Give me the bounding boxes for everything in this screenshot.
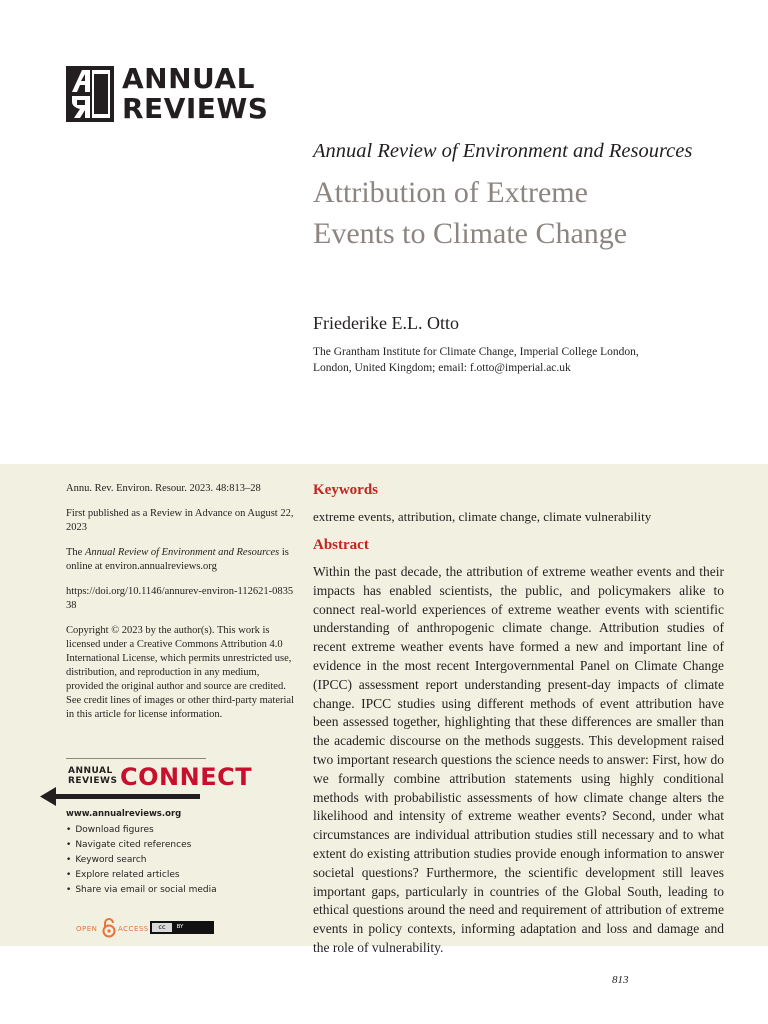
by-label: BY (176, 924, 184, 930)
cc-label: cc (152, 923, 172, 932)
online-suffix: is online at environ.annualreviews.org (66, 547, 289, 572)
annual-reviews-connect[interactable] (40, 763, 253, 806)
feature-explore-articles: • Explore related articles (66, 868, 217, 883)
doi-link[interactable]: https://doi.org/10.1146/annurev-environ-112621-083538 (66, 586, 294, 611)
connect-brand (68, 766, 117, 786)
article-info-sidebar (66, 482, 298, 733)
page-number: 813 (612, 974, 629, 986)
logo-line-reviews: REVIEWS (122, 92, 269, 125)
author-affiliation: The Grantham Institute for Climate Change, Imperial College London, London, United Kingdom; email: f.otto@imperial.ac.uk (313, 346, 639, 374)
feature-share: • Share via email or social media (66, 883, 217, 898)
citation: Annu. Rev. Environ. Resour. 2023. 48:813–28 (66, 483, 261, 494)
logo-line-annual: ANNUAL (122, 62, 255, 95)
online-notice (66, 546, 298, 574)
connect-brand-annual: ANNUAL (68, 766, 113, 776)
connect-brand-reviews: REVIEWS (68, 776, 118, 786)
keywords-heading: Keywords (313, 482, 378, 498)
connect-wordmark: CONNECT (120, 763, 253, 791)
arrow-left-icon (40, 786, 200, 806)
feature-navigate-references: • Navigate cited references (66, 838, 217, 853)
connect-features (66, 823, 217, 898)
online-journal: Annual Review of Environment and Resources (84, 547, 280, 558)
open-access-badge (76, 918, 216, 940)
online-prefix: The (66, 547, 85, 558)
copyright-notice: Copyright © 2023 by the author(s). This work is licensed under a Creative Commons Attribution 4.0 International License, which permits unrestricted use, distribution, and reproduction in any medium, provided the original author and source are credited. See credit lines of images or other third-party material in this article for license information. (66, 625, 295, 720)
abstract-heading: Abstract (313, 537, 369, 553)
feature-download-figures: • Download figures (66, 823, 217, 838)
open-access-lock-icon (102, 918, 116, 938)
feature-keyword-search: • Keyword search (66, 853, 217, 868)
connect-url[interactable]: www.annualreviews.org (66, 809, 182, 819)
keywords-text: extreme events, attribution, climate change, climate vulnerability (313, 509, 652, 524)
open-label: OPEN (76, 925, 98, 933)
article-title: Attribution of Extreme Events to Climate Change (313, 176, 628, 250)
logo-wordmark (122, 64, 268, 124)
sidebar-divider (66, 758, 206, 759)
abstract-text: Within the past decade, the attribution of extreme weather events and their impacts has enabled scientists, the public, and policymakers alike to connect real-world experiences of extreme weather events with scientific understanding of anthropogenic climate change. Attribution studies of recent extreme weather events have formed a new and important line of evidence in the most recent Intergovernmental Panel on Climate Change (IPCC) assessment report understanding present-day impacts of climate change. IPCC studies using different methods of event attribution have been assessed together, highlighting that these differences are smaller than the academic discourse on the methods suggests. This development raised two important research questions the science needs to answer: First, how do we formally combine attribution statements using highly conditional methods with probabilistic assessments of how climate change alters the likelihood and intensity of extreme weather events? Second, under what circumstances are individual attribution studies still necessary and to what extent do existing attribution studies provide enough information to answer societal questions? Furthermore, the scientific development still leaves important gaps, particularly in countries of the Global South, leading to ethical questions around the need and requirement of attribution of extreme events in policy contexts, informing adaptation and loss and damage and the role of vulnerability. (313, 564, 724, 955)
first-published: First published as a Review in Advance on August 22, 2023 (66, 508, 294, 533)
cc-by-license-icon[interactable] (150, 921, 214, 934)
author-name: Friederike E.L. Otto (313, 313, 459, 333)
journal-name: Annual Review of Environment and Resources (313, 140, 693, 162)
access-label: ACCESS (118, 925, 149, 933)
annual-reviews-logo-mark-icon (66, 66, 114, 122)
